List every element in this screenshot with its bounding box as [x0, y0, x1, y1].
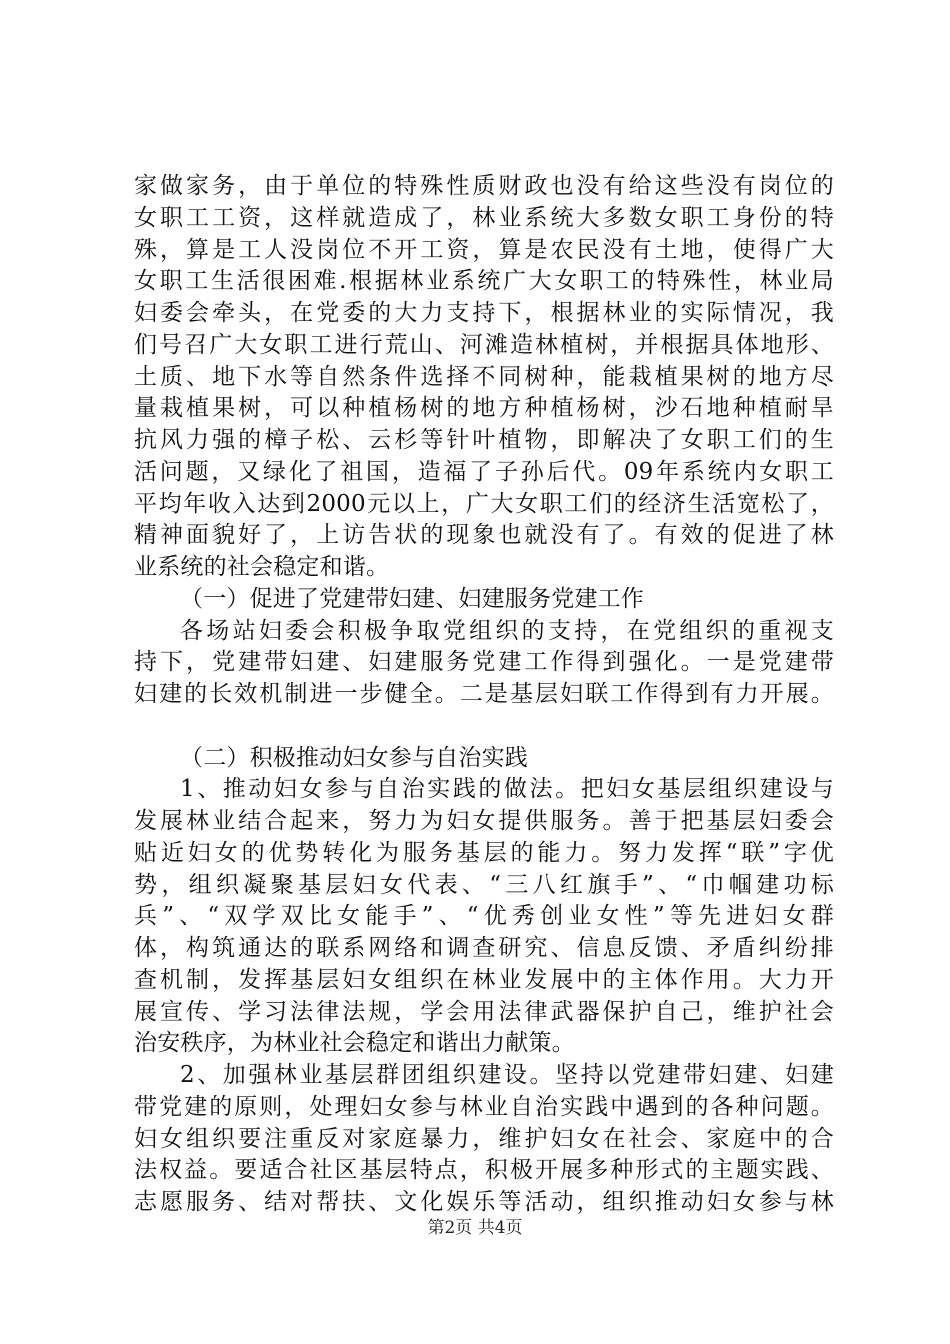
- paragraph-line: 2、加强林业基层群团组织建设。坚持以党建带妇建、妇建: [180, 1062, 834, 1088]
- paragraph-line: 查机制，发挥基层妇女组织在林业发展中的主体作用。大力开: [134, 966, 834, 993]
- paragraph-line: 抗风力强的樟子松、云杉等针叶植物，即解决了女职工们的生: [134, 427, 834, 453]
- paragraph-line: 志愿服务、结对帮扶、文化娱乐等活动，组织推动妇女参与林: [134, 1189, 834, 1215]
- paragraph-line: 量栽植果树，可以种植杨树的地方种植杨树，沙石地种植耐旱: [134, 395, 834, 422]
- paragraph-gap: [134, 711, 834, 743]
- paragraph-line: 法权益。要适合社区基层特点，积极开展多种形式的主题实践、: [134, 1157, 834, 1184]
- paragraph-line: 殊，算是工人没岗位不开工资，算是农民没有土地，使得广大: [134, 236, 834, 263]
- section-heading: （一）促进了党建带妇建、妇建服务党建工作: [180, 585, 644, 612]
- paragraph-line: 展宣传、学习法律法规，学会用法律武器保护自己，维护社会: [134, 998, 834, 1025]
- paragraph-line: 家做家务，由于单位的特殊性质财政也没有给这些没有岗位的: [134, 173, 834, 199]
- section-heading: （二）积极推动妇女参与自治实践: [180, 744, 528, 771]
- paragraph-line: 治安秩序，为林业社会稳定和谐出力献策。: [134, 1030, 575, 1057]
- paragraph-line: 业系统的社会稳定和谐。: [134, 554, 390, 580]
- paragraph-line: 平均年收入达到2000元以上，广大女职工们的经济生活宽松了，: [134, 490, 834, 517]
- paragraph-line: 1、推动妇女参与自治实践的做法。把妇女基层组织建设与: [180, 776, 834, 803]
- paragraph-line: 活问题，又绿化了祖国，造福了子孙后代。09年系统内女职工: [134, 458, 834, 485]
- paragraph-line: 势，组织凝聚基层妇女代表、“三八红旗手”、“巾帼建功标: [134, 871, 834, 898]
- paragraph-line: 女职工工资，这样就造成了，林业系统大多数女职工身份的特: [134, 204, 834, 231]
- paragraph-line: 妇女组织要注重反对家庭暴力，维护妇女在社会、家庭中的合: [134, 1125, 834, 1152]
- paragraph-line: 妇建的长效机制进一步健全。二是基层妇联工作得到有力开展。: [134, 681, 834, 707]
- paragraph-line: 女职工生活很困难.根据林业系统广大女职工的特殊性，林业局: [134, 268, 834, 295]
- paragraph-line: 贴近妇女的优势转化为服务基层的能力。努力发挥“联”字优: [134, 839, 834, 866]
- paragraph-line: 发展林业结合起来，努力为妇女提供服务。善于把基层妇委会: [134, 808, 834, 834]
- paragraph-line: 兵”、“双学双比女能手”、“优秀创业女性”等先进妇女群: [134, 903, 834, 930]
- paragraph-line: 土质、地下水等自然条件选择不同树种，能栽植果树的地方尽: [134, 363, 834, 390]
- paragraph-line: 精神面貌好了，上访告状的现象也就没有了。有效的促进了林: [134, 522, 834, 549]
- page-number: 第2页 共4页: [427, 1218, 523, 1238]
- paragraph-line: 带党建的原则，处理妇女参与林业自治实践中遇到的各种问题。: [134, 1093, 834, 1120]
- paragraph-line: 体，构筑通达的联系网络和调查研究、信息反馈、矛盾纠纷排: [134, 935, 834, 961]
- paragraph-line: 各场站妇委会积极争取党组织的支持，在党组织的重视支: [180, 617, 834, 644]
- paragraph-line: 持下，党建带妇建、妇建服务党建工作得到强化。一是党建带: [134, 649, 834, 676]
- paragraph-line: 妇委会牵头，在党委的大力支持下，根据林业的实际情况，我: [134, 300, 834, 326]
- paragraph-line: 们号召广大女职工进行荒山、河滩造林植树，并根据具体地形、: [134, 331, 834, 358]
- body-text: [134, 171, 834, 1219]
